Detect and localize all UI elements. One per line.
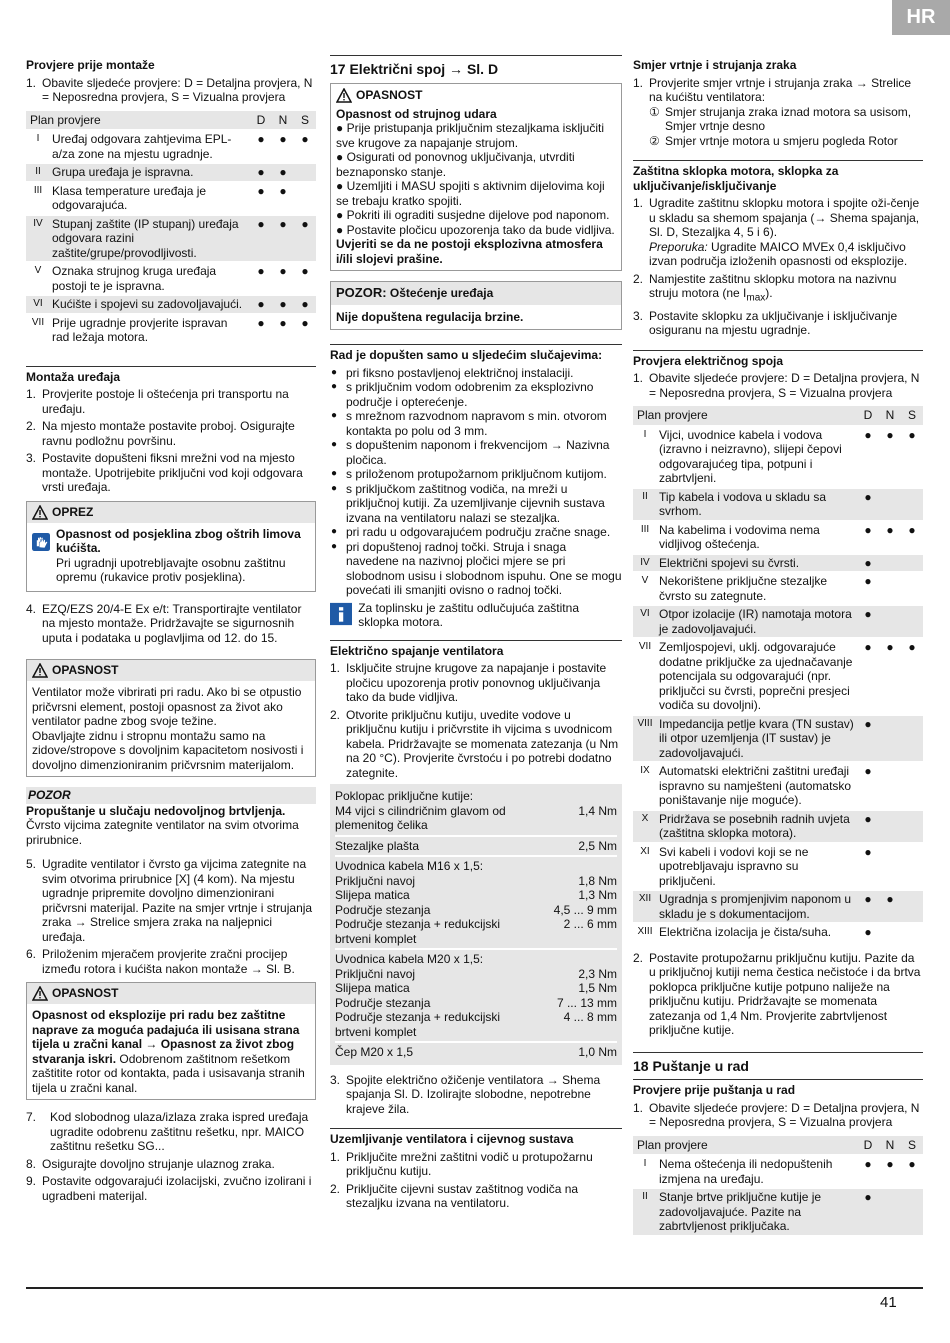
check-s [901, 555, 923, 572]
danger-header: OPASNOST [27, 983, 315, 1004]
info-note: Za toplinsku je zaštitu odlučujuća zaštitna sklopka motora. [330, 601, 622, 630]
check-d: ● [257, 315, 265, 330]
torque-group [335, 837, 617, 858]
check-d: ● [250, 164, 272, 181]
torque-row [335, 903, 617, 918]
torque-value: 1,3 Nm [578, 888, 617, 902]
torque-key: Slijepa matica [335, 981, 410, 995]
table-header: Plan provjere [633, 1136, 857, 1155]
list-item: 1. Provjerite smjer vrtnje i strujanja zraka → Strelice na kućištu ventilatora: ① Smjer strujanja zraka iznad motora sa usisom, Smjer vrtnje desno ② Smjer vrtnje motora u smjeru pogleda Rotor [633, 75, 912, 148]
table-header: S [901, 406, 923, 425]
chapter-title: 18 Puštanje u rad [633, 1052, 923, 1074]
danger-list [336, 121, 616, 237]
check-d: ● [857, 555, 879, 572]
check-text: Klasa temperature uređaja je odgovarajuća. [52, 183, 207, 212]
torque-key: Čep M20 x 1,5 [335, 1045, 414, 1059]
list-item: 8. Osigurajte dovoljno strujanje ulaznog zraka. [26, 1156, 275, 1171]
check-s: ● [908, 427, 916, 442]
notice-box: POZOR Propuštanje u slučaju nedovoljnog brtvljenja. Čvrsto vijcima zategnite ventilator na svim otvorima prirubnice. [26, 787, 316, 847]
table-row [633, 844, 923, 890]
danger-box: OPASNOST Ventilator može vibrirati pri radu. Ako bi se otpustio pričvrsni element, postoji opasnost za život ako ventilator padne zbog svoje težine. Obavljajte zidnu i stropnu montažu samo na zidove/stropove s dovoljnim kapacitetom nosivosti i dovoljno dimenzioniranim pričvrsnim materijalom. [26, 659, 316, 777]
torque-group [335, 950, 617, 1043]
check-text: Otpor izolacije (IR) namotaja motora je zadovoljavajući. [657, 606, 857, 637]
roman-numeral: VI [633, 606, 657, 637]
roman-numeral: V [641, 575, 649, 587]
check-n [879, 924, 901, 941]
check-n: ● [879, 891, 901, 922]
roman-numeral: XIII [637, 926, 653, 938]
table-row [633, 891, 923, 922]
table-row [633, 639, 923, 714]
check-text: Impedancija petlje kvara (TN sustav) ili otpor uzemljenja (IT sustav) je zadovoljavajući. [657, 716, 857, 762]
torque-value: 1,4 Nm [578, 803, 617, 818]
torque-value: 1,8 Nm [578, 873, 617, 888]
torque-group-title: Uvodnica kabela M20 x 1,5: [335, 952, 484, 966]
check-s [901, 763, 923, 809]
torque-row [335, 804, 617, 833]
check-s: ● [301, 132, 309, 146]
torque-key: Stezaljke plašta [335, 838, 420, 853]
check-n: ● [886, 427, 894, 442]
check-text: Svi kabeli i vodovi koji se ne upotrebljavaju ispravno su priključeni. [659, 844, 809, 888]
table-header: D [857, 1136, 879, 1155]
table-row [633, 573, 923, 604]
table-row [26, 315, 316, 346]
torque-group [335, 857, 617, 950]
caution-box: OPREZ Opasnost od posjeklina zbog oštrih limova kućišta. Pri ugradnji upotrebljavajte osobnu zaštitnu opremu (rukavice protiv posjeklina). [26, 501, 316, 592]
section-title: Električno spajanje ventilatora [330, 640, 622, 659]
table-row [633, 924, 923, 941]
table-header: Plan provjere [633, 406, 857, 425]
check-n: ● [886, 522, 894, 537]
roman-numeral: IV [26, 216, 50, 262]
list-item: ● s priloženom protupožarnom priključnom kutijom. [330, 467, 622, 482]
list-item: 6. Priloženim mjeračem provjerite zračni procijep između rotora i kućišta nakon montaže → Sl. B. [26, 947, 295, 976]
roman-numeral: III [33, 184, 43, 196]
danger-header: OPASNOST [27, 660, 315, 681]
check-d: ● [864, 427, 872, 442]
check-text: Na kabelima i vodovima nema vidljivog oštećenja. [659, 522, 820, 552]
torque-group-title: Poklopac priključne kutije: [335, 789, 474, 803]
list-item: 3. Postavite sklopku za uključivanje i isključivanje osiguranu na mjestu ugradnje. [633, 308, 898, 338]
torque-key: Područje stezanja [335, 995, 431, 1010]
table-row [633, 1156, 923, 1187]
roman-numeral: VIII [633, 716, 657, 762]
check-text: Električna izolacija je čista/suha. [659, 925, 832, 940]
check-d: ● [864, 764, 872, 779]
roman-numeral: VII [638, 641, 652, 653]
list-item: 1. Obavite sljedeće provjere: D = Detaljna provjera, N = Neposredna provjera, S = Vizualna provjera [26, 75, 313, 104]
torque-row [335, 888, 617, 903]
warning-icon [32, 663, 48, 678]
list-item: ● s priključkom zaštitnog vodiča, na mreži u priključnoj kutiji. Za uzemljivanje cijevnih sustava izvana na ventilatoru nalazi se stezaljka. [330, 482, 622, 526]
check-s: ● [294, 216, 316, 262]
danger-item: ● Prije pristupanja priključnim stezaljkama isključiti sve krugove za napajanje strujom. [336, 121, 605, 150]
torque-row [335, 839, 617, 854]
list-item: 4. EZQ/EZS 20/4-E Ex e/t: Transportirajte ventilator na mjesto montaže. Pridržavajte se sigurnosnih uputa i podataka u poglavljima od 12. do 15. [26, 601, 302, 645]
table-row [26, 183, 316, 214]
check-d: ● [864, 522, 872, 537]
check-text: Električni spojevi su čvrsti. [657, 555, 857, 572]
steps-list [26, 1110, 316, 1203]
check-s [901, 716, 923, 762]
roman-numeral: I [643, 428, 647, 440]
check-n [879, 489, 901, 520]
steps-list [330, 1150, 622, 1211]
list-item: ● s priključnim vodom odobrenim za eksplozivno područje i opterećenje. [330, 380, 622, 409]
table-header: S [294, 111, 316, 130]
section-title: Montaža uređaja [26, 366, 316, 385]
torque-value: 4 ... 8 mm [563, 1010, 617, 1024]
torque-table [330, 784, 622, 1065]
table-header: D [250, 111, 272, 130]
list-item: 1. Obavite sljedeće provjere: D = Detaljna provjera, N = Neposredna provjera, S = Vizualna provjera [633, 371, 920, 400]
check-text: Nema oštećenja ili nedopuštenih izmjena na uređaju. [659, 1157, 833, 1186]
check-s [901, 1189, 923, 1235]
torque-row [335, 996, 617, 1011]
steps-list [633, 76, 923, 149]
torque-value: 1,0 Nm [578, 1045, 617, 1059]
check-text: Zemljospojevi, uklj. odgovarajuće dodatne priključke za ujednačavanje potencijala su odgovarajući (npr. priključci su čvrsti, poprečni presjeci vodiča su dovoljni). [659, 640, 853, 713]
check-n: ● [279, 315, 287, 330]
column-right [633, 55, 923, 1245]
check-text: Kućište i spojevi su zadovoljavajući. [50, 296, 250, 313]
check-s [901, 573, 923, 604]
torque-value: 1,5 Nm [578, 981, 617, 995]
list-item: 2. Otvorite priključnu kutiju, uvedite vodove u priključnu kutiju i pričvrstite ih vijcima s uvodnicom kabela. Pridržavajte se momenata zatezanja (u Nm na 20 °C). Provjerite čvrstoću i po potrebi dodatno zategnite. [330, 707, 619, 780]
section-title: Rad je dopušten samo u sljedećim slučajevima: [330, 344, 622, 363]
list-item: ● pri radu u odgovarajućem području zračne snage. [330, 525, 622, 540]
roman-numeral: II [26, 164, 50, 181]
warning-icon [32, 986, 48, 1001]
check-s [901, 844, 923, 890]
check-plan-table [633, 404, 923, 943]
check-n: ● [272, 164, 294, 181]
check-text: Oznaka strujnog kruga uređaja postoji te je ispravna. [52, 264, 217, 293]
roman-numeral: I [36, 133, 40, 144]
check-s: ● [301, 315, 309, 330]
roman-numeral: VII [31, 316, 45, 328]
check-text: Stanje brtve priključne kutije je zadovoljavajuće. Pazite na zabrtvljenost priključaka. [657, 1189, 857, 1235]
torque-key: Područje stezanja + redukcijski brtveni komplet [335, 917, 501, 946]
section-title: Provjere prije puštanja u rad [633, 1079, 923, 1098]
table-row [26, 131, 316, 162]
check-s: ● [301, 264, 309, 278]
check-text: Ugradnja s promjenjivim naponom u skladu je s dokumentacijom. [657, 891, 857, 922]
check-n [879, 555, 901, 572]
check-n: ● [886, 1157, 894, 1172]
check-n: ● [886, 640, 894, 655]
check-n [879, 811, 901, 842]
torque-key: M4 vijci s cilindričnim glavom od plemenitog čelika [335, 803, 506, 832]
table-row [26, 263, 316, 294]
table-row [633, 427, 923, 487]
column-left [26, 55, 316, 1206]
warning-icon [32, 505, 48, 520]
check-s: ● [294, 296, 316, 313]
table-row [633, 1189, 923, 1235]
check-text: Grupa uređaja je ispravna. [50, 164, 250, 181]
check-d: ● [857, 489, 879, 520]
check-d: ● [257, 183, 265, 198]
conditions-list [330, 366, 622, 598]
info-icon [330, 601, 352, 627]
check-n [879, 606, 901, 637]
table-row [633, 555, 923, 572]
section-title: Zaštitna sklopka motora, sklopka za uključivanje/isključivanje [633, 160, 923, 193]
check-s [901, 489, 923, 520]
gloves-icon [32, 527, 50, 557]
torque-row [335, 917, 617, 946]
check-text: Prije ugradnje provjerite ispravan rad ležaja motora. [52, 315, 228, 344]
steps-list [26, 857, 316, 976]
roman-numeral: I [643, 1158, 647, 1170]
check-text: Vijci, uvodnice kabela i vodova (izravno i neizravno), slijepi čepovi odgovarajućeg tipa, potpuni i zabrtvljeni. [659, 427, 842, 486]
list-item: ● pri fiksno postavljenoj električnoj instalaciji. [330, 366, 622, 381]
steps-list [26, 387, 316, 495]
steps-list [26, 76, 316, 105]
steps-list [26, 602, 316, 646]
list-item: 1. Provjerite postoje li oštećenja pri transportu na uređaju. [26, 387, 289, 416]
table-header: D [857, 406, 879, 425]
list-item: 2. Na mjesto montaže postavite proboj. Osigurajte ravnu podložnu površinu. [26, 419, 295, 448]
table-header: N [272, 111, 294, 130]
check-n: ● [279, 183, 287, 198]
table-row [633, 763, 923, 809]
check-d: ● [864, 844, 872, 859]
check-d: ● [864, 574, 872, 589]
check-d: ● [250, 216, 272, 262]
torque-group [335, 787, 617, 837]
list-item: ● s mrežnom razvodnom napravom s min. otvorom kontakta po polu od 3 mm. [330, 409, 622, 438]
torque-key: Područje stezanja [335, 902, 431, 917]
check-d: ● [257, 264, 265, 278]
table-row [633, 522, 923, 553]
table-row [26, 216, 316, 262]
table-header: S [901, 1136, 923, 1155]
list-item: ● s dopuštenim naponom i frekvencijom → Nazivna pločica. [330, 438, 622, 467]
check-text: Stupanj zaštite (IP stupanj) uređaja odgovara razini zaštite/grupe/provodljivosti. [50, 216, 250, 262]
check-s [901, 924, 923, 941]
section-title: Provjere prije montaže [26, 58, 155, 72]
table-header: N [879, 1136, 901, 1155]
list-item: 3. Spojite električno ožičenje ventilatora → Shema spajanja Sl. D. Izolirajte slobodne, nepotrebne krajeve žila. [330, 1072, 601, 1116]
torque-value: 2,5 Nm [578, 838, 617, 853]
check-s: ● [908, 1157, 916, 1172]
check-d: ● [864, 640, 872, 655]
torque-group-title: Uvodnica kabela M16 x 1,5: [335, 859, 484, 873]
table-row [633, 811, 923, 842]
roman-numeral: III [640, 523, 650, 535]
section-title: Provjera električnog spoja [633, 350, 923, 369]
torque-key: Priključni navoj [335, 873, 416, 888]
check-d: ● [857, 606, 879, 637]
check-d: ● [257, 132, 265, 146]
check-d: ● [857, 1189, 879, 1235]
roman-numeral: IV [633, 555, 657, 572]
torque-key: Slijepa matica [335, 888, 410, 902]
check-text: Nekorištene priključne stezaljke čvrsto su zategnute. [659, 574, 828, 603]
check-n [879, 844, 901, 890]
check-s: ● [908, 640, 916, 655]
steps-list [330, 1073, 622, 1117]
check-s [294, 164, 316, 181]
list-item: 2. Priključite cijevni sustav zaštitnog vodiča na stezaljku izvana na ventilatoru. [330, 1181, 579, 1210]
torque-row [335, 1010, 617, 1039]
list-item: ● pri dopuštenoj radnoj točki. Struja i snaga navedene na nazivnoj pločici mjere se pri slobodnom usisu i slobodnom ispuhu. One se mogu povećati ili smanjiti ovisno o radnoj točki. [330, 540, 622, 598]
check-plan-table [633, 1134, 923, 1237]
column-middle [330, 55, 622, 1214]
notice-box: POZOR: Oštećenje uređaja Nije dopuštena regulacija brzine. [330, 281, 622, 330]
table-header: N [879, 406, 901, 425]
check-text: Uređaj odgovara zahtjevima EPL-a/za zone na mjestu ugradnje. [52, 132, 232, 161]
list-item: 5. Ugradite ventilator i čvrsto ga vijcima zategnite na svim otvorima prirubnice [X] (4 kom). Na mjestu ugradnje pripremite dovoljno dimenzionirani pričvrsni materijal. Pazite na smjer vrtnje i strujanja zraka → Strelice smjera zraka na naljepnici uređaja. [26, 857, 313, 944]
check-d: ● [250, 296, 272, 313]
danger-header: OPASNOST [336, 88, 616, 103]
check-plan-table [26, 109, 316, 348]
check-s [901, 811, 923, 842]
check-text: Tip kabela i vodova u skladu sa svrhom. [657, 489, 857, 520]
danger-item: ● Uzemljiti i MASU spojiti s aktivnim dijelovima koji se trebaju kratko spojiti. [336, 179, 605, 208]
list-item: 1. Isključite strujne krugove za napajanje i postavite pločicu upozorenja protiv ponovnog uključivanja tako da bude vidljiva. [330, 661, 607, 704]
danger-item: ● Osigurati od ponovnog uključivanja, utvrditi beznaponsko stanje. [336, 150, 575, 179]
table-row [26, 296, 316, 313]
torque-value: 4,5 ... 9 mm [553, 902, 617, 917]
check-n: ● [279, 132, 287, 146]
section-title: Smjer vrtnje i strujanja zraka [633, 58, 797, 72]
roman-numeral: IX [640, 765, 650, 777]
torque-key: Područje stezanja + redukcijski brtveni komplet [335, 1010, 501, 1039]
check-d: ● [864, 1157, 872, 1172]
roman-numeral: X [633, 811, 657, 842]
warning-icon [336, 88, 352, 103]
check-s [901, 891, 923, 922]
list-item: 3. Postavite dopušteni fiksni mrežni vod na mjesto montaže. Upotrijebite priključni vod koji odgovara vrsti uređaja. [26, 451, 303, 494]
steps-list [633, 951, 923, 1038]
list-item: 1. Obavite sljedeće provjere: D = Detaljna provjera, N = Neposredna provjera, S = Vizualna provjera [633, 1100, 920, 1130]
table-row [633, 716, 923, 762]
check-n: ● [272, 216, 294, 262]
roman-numeral: VI [26, 296, 50, 313]
page-number: 41 [880, 1294, 897, 1311]
check-n: ● [279, 264, 287, 278]
list-item: 2. Namjestite zaštitnu sklopku motora na nazivnu struju motora (ne $I_{max}$). [633, 271, 897, 304]
roman-numeral: XI [640, 845, 650, 857]
roman-numeral: XII [633, 891, 657, 922]
table-row [633, 606, 923, 637]
roman-numeral: II [633, 1189, 657, 1235]
check-d: ● [857, 716, 879, 762]
torque-key: Priključni navoj [335, 966, 416, 981]
check-n [879, 1189, 901, 1235]
list-item: 9. Postavite odgovarajući izolacijski, zvučno izolirani i ugradbeni materijal. [26, 1174, 312, 1203]
check-s [901, 606, 923, 637]
steps-list [330, 661, 622, 780]
check-n [879, 573, 901, 604]
danger-box: OPASNOST Opasnost od strujnog udara ● Prije pristupanja priključnim stezaljkama isključiti sve krugove za napajanje strujom. ● Osigurati od ponovnog uključivanja, utvrditi beznaponsko stanje. ● Uzemljiti i MASU spojiti s aktivnim dijelovima koji se trebaju kratko spojiti. ● Pokriti ili ograditi susjedne dijelove pod naponom. ● Postavite pločicu upozorenja tako da bude vidljiva. Uvjeriti se da ne postoji eksplozivna atmosfera i/ili slojevi prašine. [330, 83, 622, 272]
list-item: 7. Kod slobodnog ulaza/izlaza zraka ispred uređaja ugradite odobrenu zaštitnu rešetku, npr. MAICO zaštitnu rešetku SG... [26, 1110, 309, 1153]
danger-item: ● Pokriti ili ograditi susjedne dijelove pod naponom. [336, 208, 610, 222]
steps-list [633, 1101, 923, 1130]
footer-rule [26, 1287, 923, 1289]
table-row [26, 164, 316, 181]
check-n [879, 763, 901, 809]
roman-numeral: II [633, 489, 657, 520]
check-text: Automatski električni zaštitni uređaji ispravno su namješteni (automatsko poništavanje nije moguće). [659, 764, 852, 808]
torque-row [335, 874, 617, 889]
chapter-title: 17 Električni spoj → Sl. D [330, 55, 622, 77]
torque-value: 2,3 Nm [578, 966, 617, 981]
check-s: ● [908, 522, 916, 537]
list-item: 1. Ugradite zaštitnu sklopku motora i spojite oži-čenje u skladu sa shemom spajanja (→ Shema spajanja, Sl. D, Stezaljka 4, 5 i 6). Preporuka: Ugradite MAICO MVEx 0,4 isključivo izvan područja izloženih opasnosti od eksplozije. [633, 196, 920, 268]
steps-list [633, 196, 923, 338]
table-row [633, 489, 923, 520]
torque-value: 7 ... 13 mm [556, 995, 617, 1010]
check-n [879, 716, 901, 762]
language-tab: HR [892, 0, 950, 35]
roman-numeral: V [34, 265, 42, 276]
section-title: Uzemljivanje ventilatora i cijevnog sustava [330, 1128, 622, 1147]
list-item: 1. Priključite mrežni zaštitni vodič u protupožarnu priključnu kutiju. [330, 1149, 593, 1178]
check-d: ● [857, 811, 879, 842]
torque-row [335, 1045, 617, 1060]
check-text: Pridržava se posebnih radnih uvjeta (zaštitna sklopka motora). [657, 811, 857, 842]
list-item: 2. Postavite protupožarnu priključnu kutiju. Pazite da u priključnoj kutiji nema čestica nečistoće i da brtva poklopca priključne kutije potpuno naliježe na priključnu kutiju. Pridržavajte se momenata zatezanja od 1,4 Nm. Provjerite zabrtvljenost priključne kutije. [633, 950, 921, 1038]
torque-value: 2 ... 6 mm [563, 917, 617, 931]
torque-row [335, 967, 617, 982]
danger-box: OPASNOST Opasnost od eksplozije pri radu bez zaštitne naprave za moguća padajuća ili usisana strana tijela u zračni kanal → Opasnost za život zbog stvaranja iskri. Odobrenom zaštitnom rešetkom zaštitite rotor od kontakta, pada i usisavanja stranih tijela u zračni kanal. [26, 982, 316, 1100]
check-n: ● [272, 296, 294, 313]
check-d: ● [864, 925, 872, 940]
torque-row [335, 981, 617, 996]
steps-list [633, 371, 923, 400]
caution-header: OPREZ [27, 502, 315, 523]
danger-item: ● Postavite pločicu upozorenja tako da bude vidljiva. [336, 222, 615, 237]
check-s [294, 183, 316, 214]
torque-group [335, 1043, 617, 1062]
check-d: ● [857, 891, 879, 922]
table-header: Plan provjere [26, 111, 250, 130]
